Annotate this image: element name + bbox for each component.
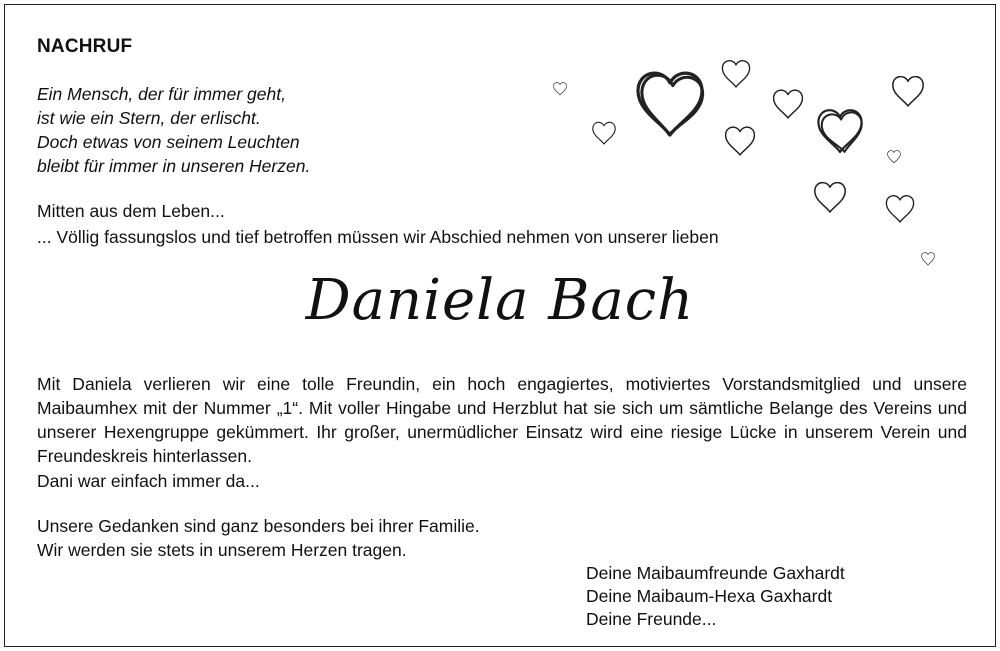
intro-line: ... Völlig fassungslos und tief betroffen müssen wir Abschied nehmen von unserer lieben (37, 227, 719, 247)
heart-icon (726, 127, 755, 155)
signoff-line: Deine Maibaum-Hexa Gaxhardt (586, 586, 833, 606)
heart-icon (922, 253, 935, 265)
poem (37, 82, 310, 178)
body-paragraph: Mit Daniela verlieren wir eine tolle Freundin, ein hoch engagiertes, motiviertes Vorstandsmitglied und unsere Maibaumhex mit der Nummer „1“. Mit voller Hingabe und Herzblut hat sie sich um sämtliche Belange des Vereins und unserer Hexengruppe gekümmert. Ihr großer, unermüdlicher Einsatz wird eine riesige Lücke in unserem Verein und Freundeskreis hinterlassen. (37, 374, 967, 466)
poem-line: Ein Mensch, der für immer geht, (37, 84, 286, 104)
deceased-name: Daniela Bach (305, 268, 695, 333)
closing-line: Dani war einfach immer da... (37, 471, 260, 491)
signoff-line: Deine Maibaumfreunde Gaxhardt (586, 563, 845, 583)
heart-icon (886, 196, 913, 222)
heart-icon (893, 77, 923, 106)
intro (37, 198, 719, 250)
poem-line: bleibt für immer in unseren Herzen. (37, 156, 311, 176)
heart-icon (638, 73, 704, 137)
heart-icon (593, 122, 615, 144)
heart-icon (818, 110, 864, 154)
heart-icon (815, 183, 845, 212)
thoughts-line: Wir werden sie stets in unserem Herzen tragen. (37, 540, 407, 560)
signoff (586, 562, 845, 631)
poem-line: ist wie ein Stern, der erlischt. (37, 108, 261, 128)
thoughts-line: Unsere Gedanken sind ganz besonders bei ihrer Familie. (37, 516, 480, 536)
heading: NACHRUF (37, 36, 133, 57)
intro-line: Mitten aus dem Leben... (37, 201, 225, 221)
poem-line: Doch etwas von seinem Leuchten (37, 132, 300, 152)
heart-icon (722, 61, 749, 87)
heart-icon (888, 151, 901, 163)
thoughts (37, 514, 480, 562)
signoff-line: Deine Freunde... (586, 609, 717, 629)
heart-icon (554, 83, 567, 95)
heart-icon (774, 90, 803, 118)
